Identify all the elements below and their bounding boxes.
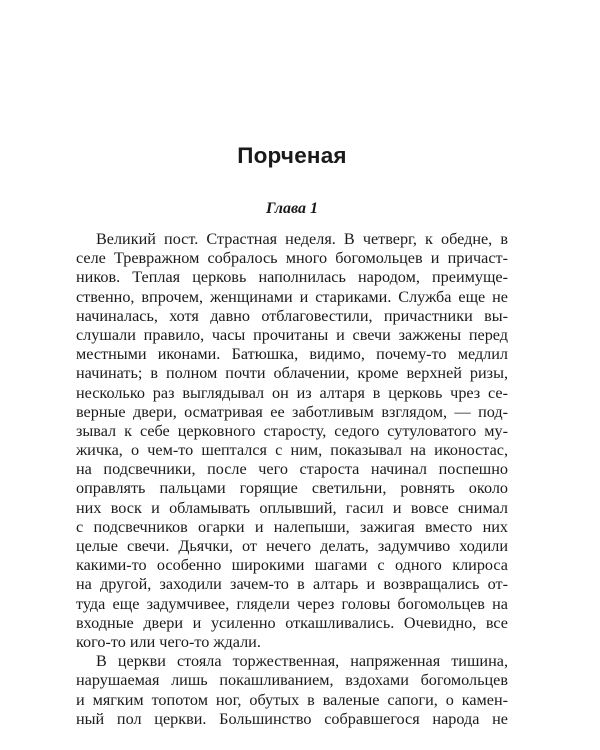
text-line: ников. Теплая церковь наполнилась народом, преимуще- (76, 268, 508, 287)
text-line: несколько раз выглядывал он из алтаря в церковь чрез се- (76, 383, 508, 402)
text-line: зывал к себе церковного старосту, седого сутуловатого му- (76, 421, 508, 440)
text-line: туда еще задумчивее, глядели через головы богомольцев на (76, 594, 508, 613)
text-line: местными иконами. Батюшка, видимо, почему-то медлил (76, 345, 508, 364)
text-line: какими-то особенно широкими шагами с одного клироса (76, 556, 508, 575)
text-line: В церкви стояла торжественная, напряженная тишина, (96, 652, 508, 671)
text-line: жичка, о чем-то шептался с ним, показывал на иконостас, (76, 441, 508, 460)
text-line: нарушаемая лишь покашливанием, вздохами богомольцев (76, 671, 508, 690)
text-line: начинать; в полном почти облачении, кроме верхней ризы, (76, 364, 508, 383)
text-line: начиналась, хотя давно отблаговестили, причастники вы- (76, 306, 508, 325)
page-title: Порченая (237, 143, 347, 168)
text-line: на подсвечники, после чего староста начинал поспешно (76, 460, 508, 479)
chapter-heading: Глава 1 (265, 200, 319, 217)
text-line: кого-то или чего-то ждали. (76, 632, 261, 651)
text-line: верные двери, осматривая ее заботливым взглядом, — под- (76, 402, 508, 421)
body-text (76, 230, 508, 729)
text-line: слушали правило, часы прочитаны и свечи зажжены перед (76, 325, 508, 344)
text-line: ственно, впрочем, женщинами и стариками. Служба еще не (76, 287, 508, 306)
text-line: Великий пост. Страстная неделя. В четверг, к обедне, в (96, 230, 508, 248)
text-line: входные двери и усиленно откашливались. Очевидно, все (76, 613, 508, 632)
text-line: селе Тревражном собралось много богомольцев и причаст- (76, 249, 508, 268)
text-line: оправлять пальцами горящие светильни, ровнять около (76, 479, 508, 498)
text-line: ный пол церкви. Большинство собравшегося народа не (76, 709, 508, 728)
book-page (76, 0, 508, 750)
text-line: целые свечи. Дьячки, от нечего делать, задумчиво ходили (76, 537, 508, 555)
text-line: них воск и обламывать оплывший, гасил и вовсе снимал (76, 498, 508, 517)
text-line: и мягким топотом ног, обутых в валеные сапоги, о камен- (76, 690, 508, 709)
text-line: с подсвечников огарки и налепыши, зажигая вместо них (76, 517, 508, 536)
text-line: на другой, заходили зачем-то в алтарь и возвращались от- (76, 575, 508, 594)
